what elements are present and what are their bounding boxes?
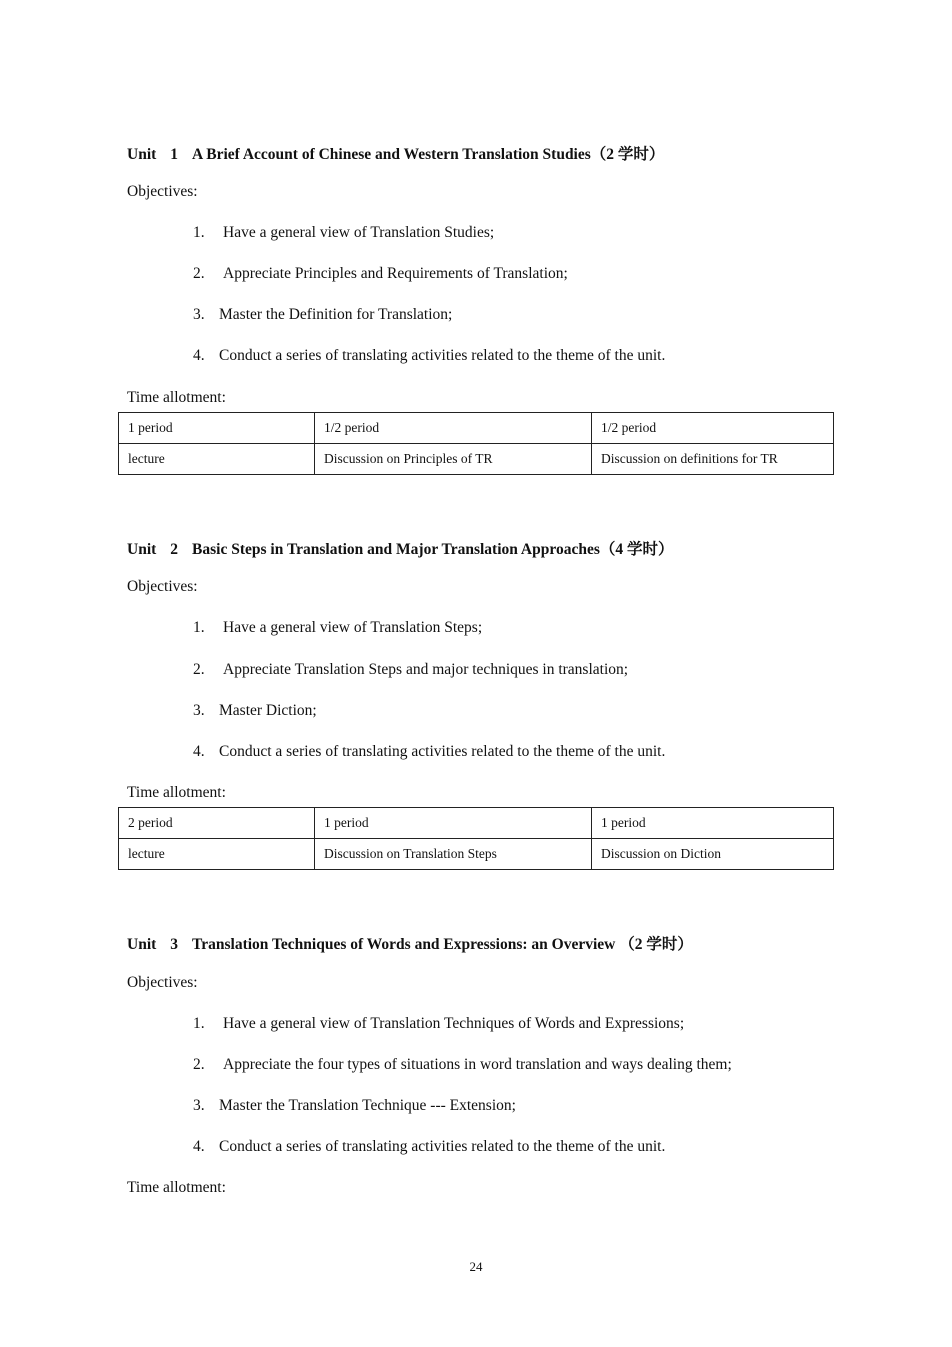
objective-item: 3. Master Diction; <box>193 702 317 719</box>
time-allotment-table <box>118 412 834 475</box>
page-number: 24 <box>469 1259 483 1274</box>
objective-item: 1. Have a general view of Translation Techniques of Words and Expressions; <box>193 1015 685 1032</box>
unit-2-heading <box>127 537 674 559</box>
table-cell: 1 period <box>592 808 834 839</box>
objective-item: 3. Master the Definition for Translation; <box>193 306 453 323</box>
unit-number: 3 <box>170 936 179 953</box>
table-cell: lecture <box>119 839 315 870</box>
table-cell: 1/2 period <box>592 413 834 444</box>
time-allotment-label: Time allotment: <box>127 389 226 406</box>
table-cell: Discussion on Principles of TR <box>315 444 592 475</box>
table-cell: Discussion on definitions for TR <box>592 444 834 475</box>
unit-title: Basic Steps in Translation and Major Translation Approaches（4 学时） <box>192 541 674 558</box>
objectives-label: Objectives: <box>127 974 198 991</box>
table-cell: lecture <box>119 444 315 475</box>
unit-1-heading <box>127 142 664 164</box>
table-cell: 1/2 period <box>315 413 592 444</box>
time-allotment-table <box>118 807 834 870</box>
unit-word: Unit <box>127 146 157 163</box>
table-row <box>119 413 834 444</box>
unit-title: Translation Techniques of Words and Expressions: an Overview （2 学时） <box>192 936 693 953</box>
objective-item: 4. Conduct a series of translating activities related to the theme of the unit. <box>193 347 666 364</box>
time-allotment-label: Time allotment: <box>127 784 226 801</box>
objective-item: 2. Appreciate Translation Steps and major techniques in translation; <box>193 661 629 678</box>
unit-title: A Brief Account of Chinese and Western Translation Studies（2 学时） <box>192 146 665 163</box>
unit-word: Unit <box>127 541 157 558</box>
table-cell: Discussion on Diction <box>592 839 834 870</box>
objectives-label: Objectives: <box>127 183 198 200</box>
objective-item: 4. Conduct a series of translating activities related to the theme of the unit. <box>193 1138 666 1155</box>
table-cell: 2 period <box>119 808 315 839</box>
unit-number: 1 <box>170 146 179 163</box>
objective-item: 2. Appreciate Principles and Requirements of Translation; <box>193 265 568 282</box>
objective-item: 2. Appreciate the four types of situations in word translation and ways dealing them; <box>193 1056 732 1073</box>
time-allotment-label: Time allotment: <box>127 1179 226 1196</box>
table-cell: 1 period <box>119 413 315 444</box>
table-cell: Discussion on Translation Steps <box>315 839 592 870</box>
table-row <box>119 444 834 475</box>
table-cell: 1 period <box>315 808 592 839</box>
unit-word: Unit <box>127 936 157 953</box>
objectives-label: Objectives: <box>127 578 198 595</box>
objective-item: 1. Have a general view of Translation Studies; <box>193 224 495 241</box>
unit-3-heading <box>127 932 693 954</box>
objective-item: 4. Conduct a series of translating activities related to the theme of the unit. <box>193 743 666 760</box>
unit-number: 2 <box>170 541 179 558</box>
table-row <box>119 808 834 839</box>
objective-item: 1. Have a general view of Translation Steps; <box>193 619 483 636</box>
table-row <box>119 839 834 870</box>
objective-item: 3. Master the Translation Technique --- Extension; <box>193 1097 516 1114</box>
